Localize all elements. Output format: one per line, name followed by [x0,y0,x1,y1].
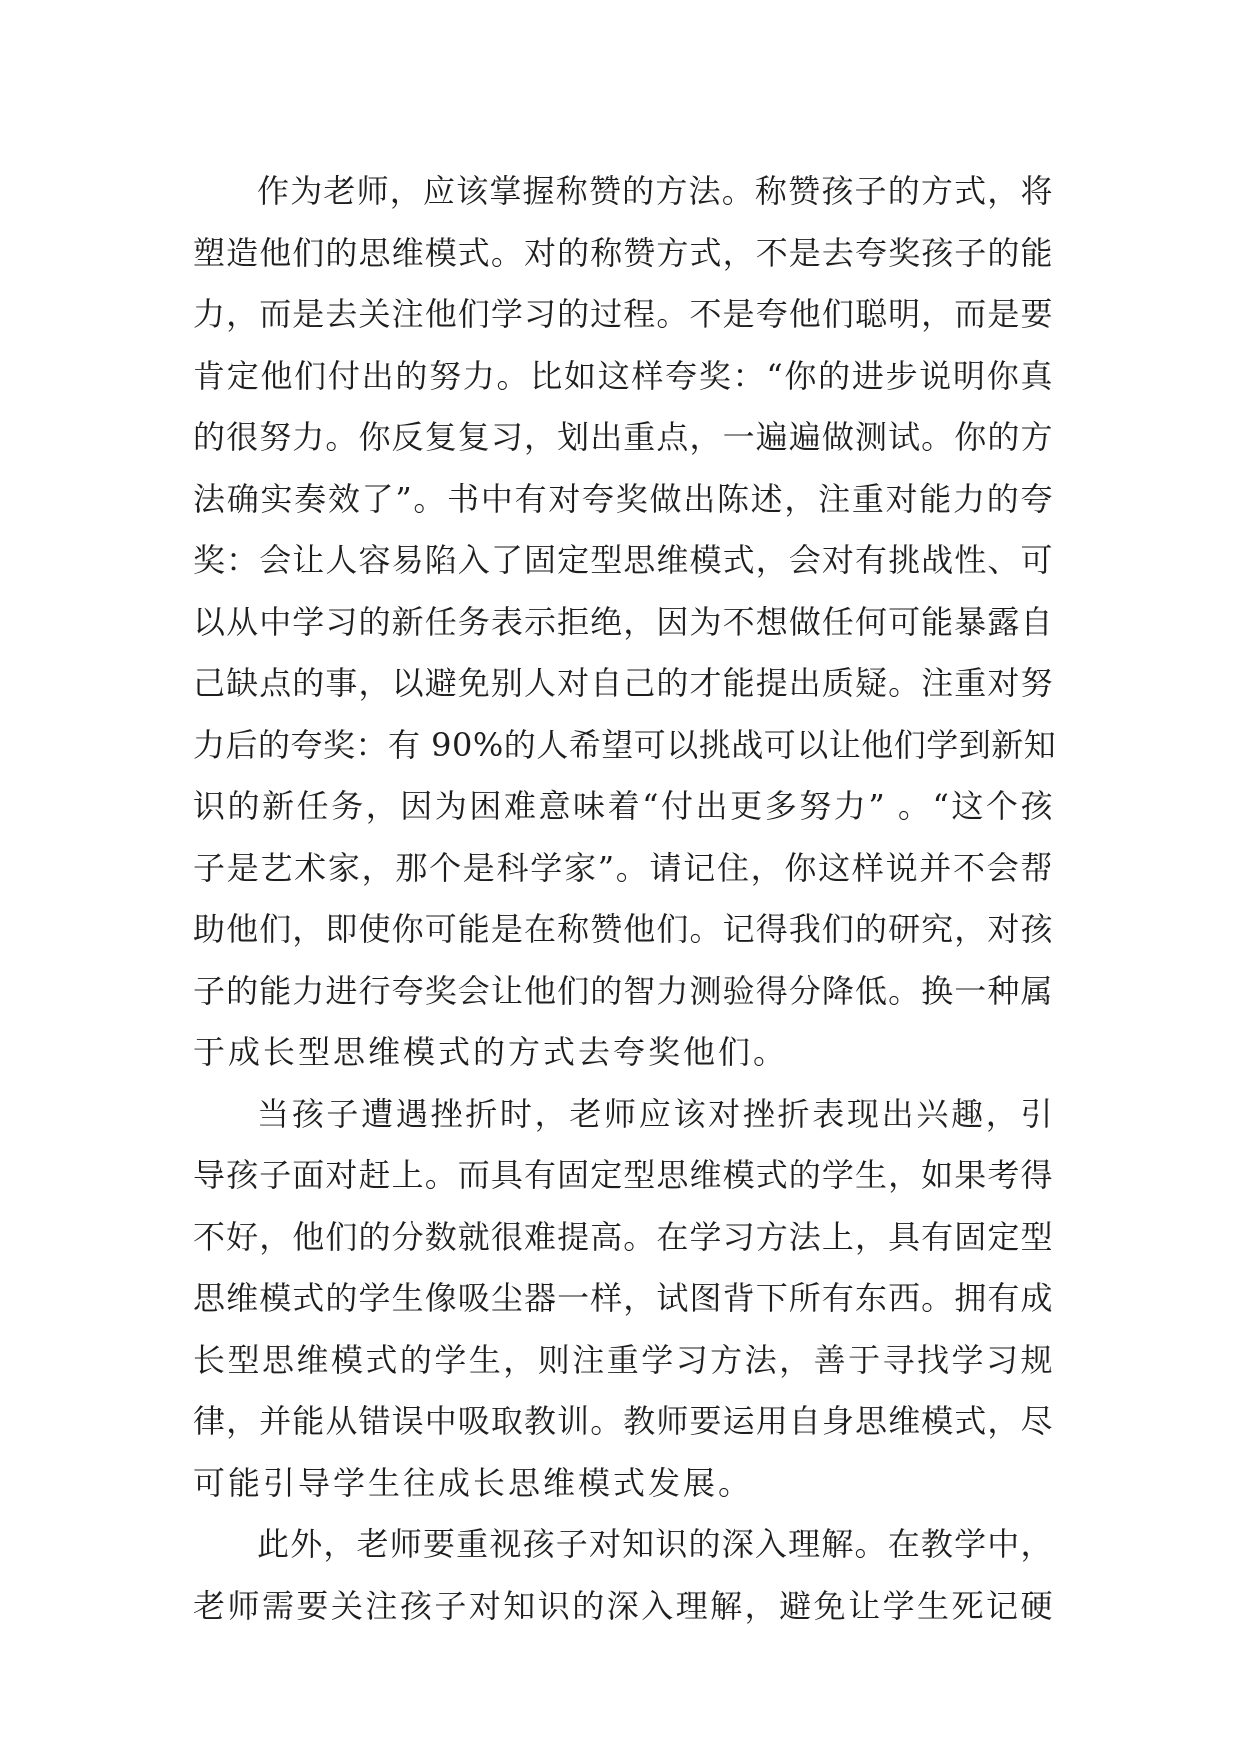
paragraph-2-line-3: 不好，他们的分数就很难提高。在学习方法上，具有固定型 [193,1217,1053,1256]
paragraph-1-line-5: 的很努力。你反复复习，划出重点，一遍遍做测试。你的方 [193,418,1053,456]
paragraph-1-line-15: 于成长型思维模式的方式去夸奖他们。 [193,1033,789,1071]
paragraph-1-line-11: 识的新任务，因为困难意味着“付出更多努力” 。“这个孩 [193,787,1053,825]
paragraph-1-line-6: 法确实奏效了”。书中有对夸奖做出陈述，注重对能力的夸 [193,479,1053,518]
paragraph-3-line-1: 此外，老师要重视孩子对知识的深入理解。在教学中， [257,1525,1053,1563]
paragraph-2-line-7: 可能引导学生往成长思维模式发展。 [193,1463,754,1502]
paragraph-2-line-1: 当孩子遭遇挫折时，老师应该对挫折表现出兴趣，引 [257,1094,1053,1133]
paragraph-1-line-10: 力后的夸奖：有 90%的人希望可以挑战可以让他们学到新知 [193,725,1057,764]
paragraph-2-line-4: 思维模式的学生像吸尘器一样，试图背下所有东西。拥有成 [193,1279,1053,1317]
paragraph-2-line-6: 律，并能从错误中吸取教训。教师要运用自身思维模式，尽 [193,1402,1053,1440]
paragraph-1-line-9: 己缺点的事，以避免别人对自己的才能提出质疑。注重对努 [193,664,1053,702]
paragraph-1-line-12: 子是艺术家，那个是科学家”。请记住，你这样说并不会帮 [193,848,1053,887]
paragraph-3-line-2: 老师需要关注孩子对知识的深入理解，避免让学生死记硬 [193,1586,1053,1625]
document-body [193,161,1057,1637]
paragraph-1-line-3: 力，而是去关注他们学习的过程。不是夸他们聪明，而是要 [193,295,1053,333]
paragraph-1-line-7: 奖：会让人容易陷入了固定型思维模式，会对有挑战性、可 [193,541,1053,579]
paragraph-1-line-1: 作为老师，应该掌握称赞的方法。称赞孩子的方式，将 [257,172,1053,210]
paragraph-1-line-2: 塑造他们的思维模式。对的称赞方式，不是去夸奖孩子的能 [193,233,1053,272]
paragraph-2-line-2: 导孩子面对赶上。而具有固定型思维模式的学生，如果考得 [193,1156,1053,1194]
paragraph-1-line-13: 助他们，即使你可能是在称赞他们。记得我们的研究，对孩 [193,910,1053,948]
paragraph-1-line-4: 肯定他们付出的努力。比如这样夸奖：“你的进步说明你真 [193,356,1053,395]
paragraph-2-line-5: 长型思维模式的学生，则注重学习方法，善于寻找学习规 [193,1340,1053,1379]
paragraph-1-line-14: 子的能力进行夸奖会让他们的智力测验得分降低。换一种属 [193,971,1053,1010]
paragraph-1-line-8: 以从中学习的新任务表示拒绝，因为不想做任何可能暴露自 [193,602,1053,641]
